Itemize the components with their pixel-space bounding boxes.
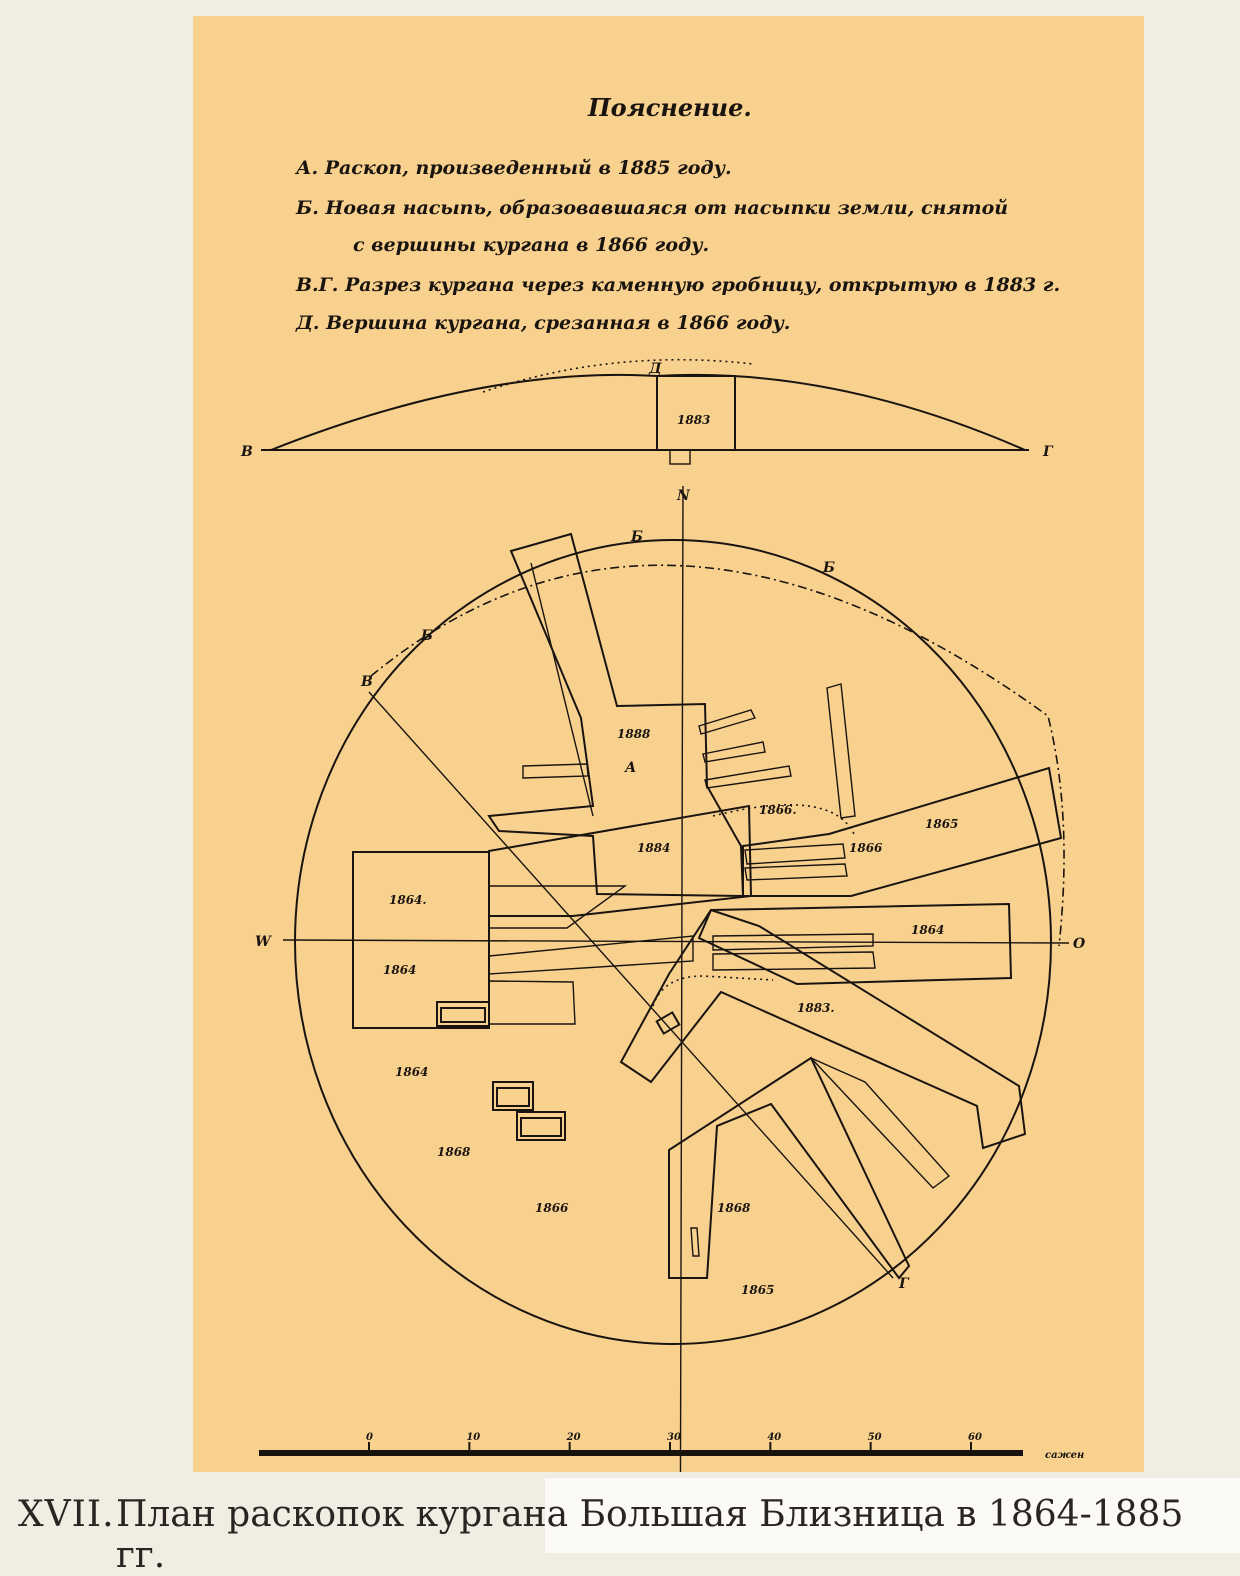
trench-a-slot-3 <box>703 742 765 762</box>
scale-bar <box>259 1432 1084 1461</box>
compass-west: W <box>255 934 271 950</box>
trench-a-slot-4 <box>705 766 791 788</box>
trench-1864-annex <box>489 981 575 1024</box>
section-point-left: В <box>241 444 253 460</box>
legend-title: Пояснение. <box>588 93 752 122</box>
year-label-4: 1884 <box>637 841 671 855</box>
year-label-5: 1866 <box>849 841 883 855</box>
mound-plan <box>255 486 1086 1472</box>
scale-tick-label: 0 <box>366 1432 373 1443</box>
year-label-2: 1866. <box>759 803 797 817</box>
scale-tick-label: 40 <box>767 1432 782 1443</box>
year-label-13: 1868 <box>717 1201 751 1215</box>
label-b-right: Б <box>823 560 835 576</box>
trench-a-slot-1 <box>523 764 588 778</box>
trench-a-1888 <box>489 534 743 896</box>
scale-tick-label: 20 <box>566 1432 581 1443</box>
year-label-6: 1864. <box>389 893 427 907</box>
label-area-a: А <box>625 760 637 776</box>
stone-tomb <box>657 1012 680 1033</box>
caption <box>0 1478 1240 1576</box>
legend-line-a: А. Раскоп, произведенный в 1885 году. <box>296 157 732 179</box>
section-mound-outline <box>271 375 1025 450</box>
drawing-plate <box>193 16 1144 1472</box>
grave-1 <box>437 1002 489 1026</box>
legend-line-b: Б. Новая насыпь, образовавшаяся от насыпки земли, снятой <box>296 197 1009 219</box>
west-east-axis <box>283 940 1069 943</box>
new-embankment-line <box>371 565 1064 946</box>
trench-1866-upper-strip <box>827 684 855 818</box>
trench-a-slot-2 <box>699 710 755 734</box>
year-label-10: 1864 <box>395 1065 429 1079</box>
label-section-end: Г <box>899 1276 909 1292</box>
scale-bar-rule <box>259 1450 1023 1456</box>
caption-text: План раскопок кургана Большая Близница в 1864-1885 гг. <box>116 1494 1184 1576</box>
caption-plate-number: XVII. <box>18 1494 115 1535</box>
trench-1864-east-slot-2 <box>713 952 875 970</box>
scale-tick-label: 60 <box>968 1432 982 1443</box>
legend-line-vg: В.Г. Разрез кургана через каменную гробницу, открытую в 1883 г. <box>296 274 1061 296</box>
label-section-start: В <box>361 674 373 690</box>
year-label-9: 1883. <box>797 1001 835 1015</box>
year-label-7: 1864 <box>911 923 945 937</box>
year-label-14: 1865 <box>741 1283 775 1297</box>
scale-ticks <box>366 1432 982 1450</box>
trench-1884 <box>489 806 751 916</box>
trench-south-marker <box>691 1228 699 1256</box>
section-line-vg <box>369 692 893 1278</box>
year-label-1: 1888 <box>617 727 651 741</box>
label-b-left: Б <box>421 628 433 644</box>
trench-south-wing <box>811 1058 949 1188</box>
scale-tick-label: 50 <box>867 1432 882 1443</box>
trench-1866-slot-2 <box>745 864 847 880</box>
legend-line-b-cont: с вершины кургана в 1866 году. <box>353 234 710 256</box>
excavation-plan-drawing <box>193 16 1144 1472</box>
trench-1866-slot-1 <box>745 844 845 864</box>
year-label-8: 1864 <box>383 963 417 977</box>
legend <box>294 93 1060 334</box>
grave-3 <box>517 1112 565 1140</box>
year-label-11: 1868 <box>437 1145 471 1159</box>
scale-tick-label: 30 <box>667 1432 681 1443</box>
section-tomb-marker <box>670 450 690 464</box>
year-label-3: 1865 <box>925 817 959 831</box>
grave-2 <box>493 1082 533 1110</box>
section-profile <box>240 360 1054 464</box>
legend-line-d: Д. Вершина кургана, срезанная в 1866 году. <box>296 312 791 334</box>
compass-north: N <box>677 488 690 504</box>
trench-1864-wedge <box>489 886 625 928</box>
trench-1866-right <box>743 768 1061 896</box>
section-point-right: Г <box>1043 444 1053 460</box>
scale-tick-label: 10 <box>466 1432 481 1443</box>
section-pit-year: 1883 <box>677 413 711 427</box>
section-point-top: Д <box>649 361 662 377</box>
year-label-12: 1866 <box>535 1201 569 1215</box>
compass-east: O <box>1073 936 1086 952</box>
trench-1864-east <box>699 904 1011 984</box>
label-b-top: Б <box>631 529 643 545</box>
scale-unit: сажен <box>1045 1450 1085 1461</box>
